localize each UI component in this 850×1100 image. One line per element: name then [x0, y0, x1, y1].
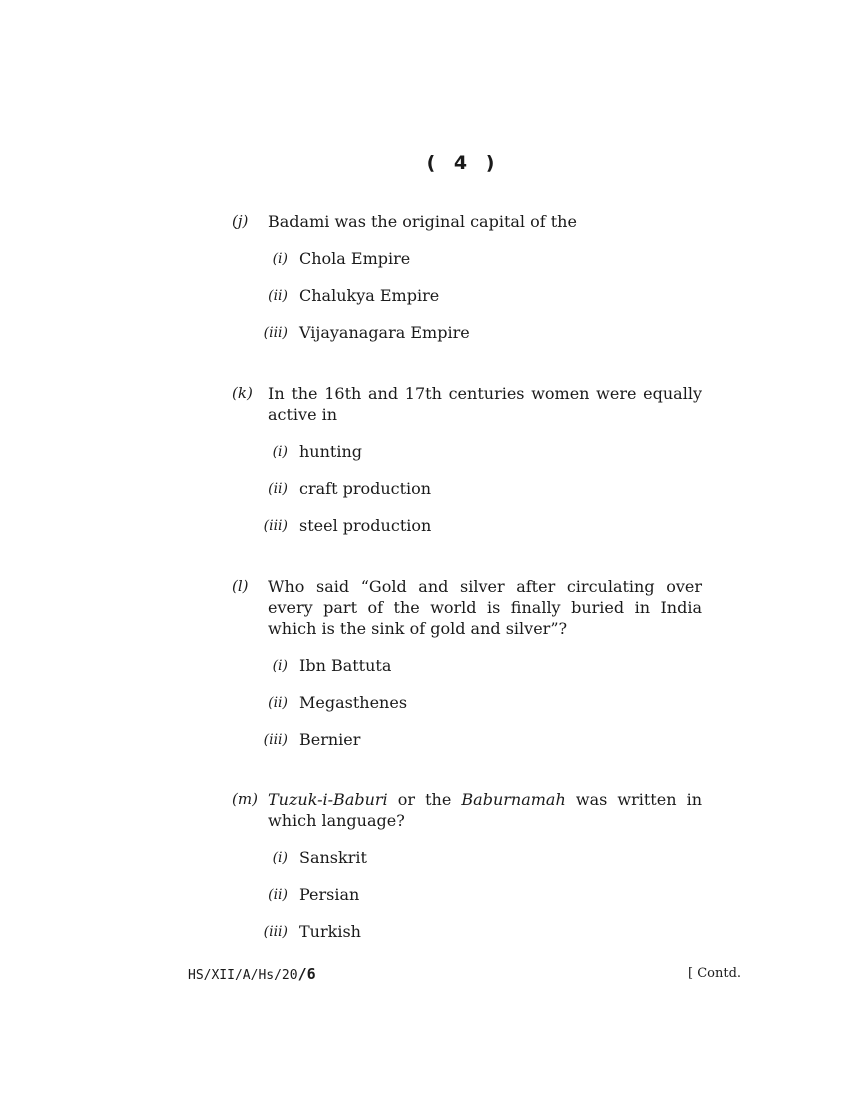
option-text: hunting: [299, 442, 363, 461]
question-text: [268, 789, 702, 831]
paper-code-prefix: HS/XII/A/Hs/20: [188, 968, 298, 983]
option-text: steel production: [299, 516, 432, 535]
option-text: Chalukya Empire: [299, 286, 440, 305]
option-item: [232, 847, 702, 868]
question-text: [268, 576, 702, 639]
page-number: ( 4 ): [426, 152, 501, 174]
option-item: [232, 441, 702, 462]
question-l: [232, 576, 702, 766]
paper-code-suffix: /6: [297, 965, 316, 983]
option-item: [232, 729, 702, 750]
option-item: [232, 921, 702, 942]
option-text: Chola Empire: [299, 249, 411, 268]
option-text: Vijayanagara Empire: [299, 323, 470, 342]
question-text-part: Badami was the original capital of the: [268, 212, 577, 231]
option-label: (i): [272, 850, 288, 866]
question-text-part: In the 16th and 17th centuries women were equally active in: [268, 384, 702, 424]
option-item: [232, 322, 702, 343]
option-text: Megasthenes: [299, 693, 408, 712]
option-label: (i): [272, 658, 288, 674]
option-label: (i): [272, 251, 288, 267]
question-text-part: or the: [387, 790, 462, 809]
option-label: (ii): [268, 695, 288, 711]
option-text: Ibn Battuta: [299, 656, 392, 675]
book-title: Tuzuk-i-Baburi: [268, 790, 388, 809]
question-k: [232, 383, 702, 552]
option-label: (ii): [268, 887, 288, 903]
option-item: [232, 248, 702, 269]
option-label: (ii): [268, 288, 288, 304]
option-item: [232, 692, 702, 713]
question-label: (k): [232, 384, 253, 402]
option-item: [232, 285, 702, 306]
option-text: Turkish: [299, 922, 361, 941]
option-item: [232, 478, 702, 499]
question-label: (l): [232, 577, 249, 595]
option-label: (iii): [263, 924, 288, 940]
question-text: [268, 383, 702, 425]
option-label: (i): [272, 444, 288, 460]
option-list: [232, 441, 702, 536]
option-text: Persian: [299, 885, 360, 904]
option-text: Bernier: [299, 730, 361, 749]
option-item: [232, 884, 702, 905]
option-text: craft production: [299, 479, 432, 498]
book-title: Baburnamah: [461, 790, 566, 809]
option-list: [232, 655, 702, 750]
option-label: (iii): [263, 732, 288, 748]
question-text: [268, 211, 702, 232]
option-text: Sanskrit: [299, 848, 367, 867]
question-label: (j): [232, 212, 249, 230]
option-label: (ii): [268, 481, 288, 497]
question-m: [232, 789, 702, 958]
option-list: [232, 248, 702, 343]
question-label: (m): [232, 790, 258, 808]
question-text-part: Who said “Gold and silver after circulating over every part of the world is finally buried in India which is the sink of gold and silver”?: [268, 577, 702, 638]
paper-code: [188, 965, 316, 983]
option-label: (iii): [263, 325, 288, 341]
option-item: [232, 515, 702, 536]
question-j: [232, 211, 702, 359]
option-label: (iii): [263, 518, 288, 534]
question-text-part: was written in which language?: [268, 790, 702, 830]
continued-note: [ Contd.: [688, 966, 742, 981]
option-list: [232, 847, 702, 942]
option-item: [232, 655, 702, 676]
